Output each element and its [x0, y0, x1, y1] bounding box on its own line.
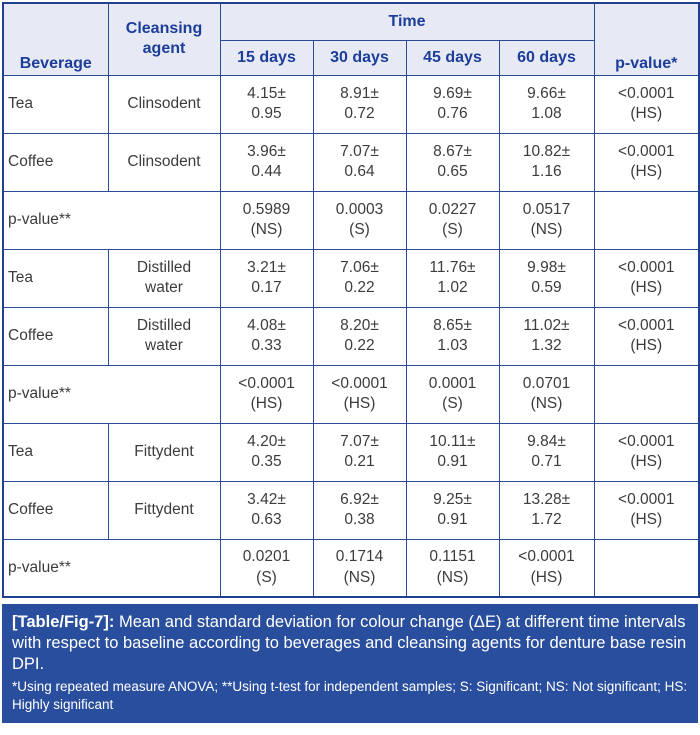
- mean-value: 8.20±: [340, 316, 379, 334]
- beverage-cell: Coffee: [3, 481, 108, 539]
- mean-value: 3.96±: [247, 142, 286, 160]
- p-value-row-label: p-value**: [3, 191, 220, 249]
- value-cell-15days: [220, 191, 313, 249]
- sd-value: 0.71: [531, 453, 562, 470]
- results-table: [2, 2, 700, 598]
- value-cell-15days: [220, 133, 313, 191]
- p-value: <0.0001: [518, 548, 575, 566]
- value-cell-45days: [406, 191, 499, 249]
- mean-value: 8.91±: [340, 84, 379, 102]
- agent-line: Distilled: [136, 316, 192, 334]
- p-value-row-label: p-value**: [3, 365, 220, 423]
- figure-caption: [2, 604, 698, 723]
- p-value-cell-empty: [594, 191, 699, 249]
- significance: (HS): [630, 337, 663, 354]
- sd-value: 0.44: [251, 163, 282, 180]
- value-cell-60days: [499, 75, 594, 133]
- mean-value: 13.28±: [522, 490, 571, 508]
- table-row-pvalue-fittydent: [3, 539, 699, 597]
- significance: (HS): [630, 105, 663, 122]
- agent-line: Fittydent: [134, 500, 194, 518]
- caption-label: [Table/Fig-7]:: [12, 613, 115, 631]
- p-value: 0.1714: [335, 548, 384, 566]
- agent-cell: [108, 249, 220, 307]
- agent-cell: [108, 75, 220, 133]
- table-row-coffee-clinsodent: [3, 133, 699, 191]
- value-cell-30days: [313, 539, 406, 597]
- mean-value: 7.07±: [340, 142, 379, 160]
- p-value: <0.0001: [618, 258, 675, 276]
- mean-value: 10.11±: [429, 432, 476, 450]
- sd-value: 1.08: [531, 105, 562, 122]
- value-cell-45days: [406, 75, 499, 133]
- header-45-days: 45 days: [406, 40, 499, 75]
- value-cell-15days: [220, 307, 313, 365]
- p-value: 0.0701: [522, 374, 571, 392]
- significance: (HS): [630, 279, 663, 296]
- mean-value: 4.08±: [247, 316, 286, 334]
- value-cell-60days: [499, 423, 594, 481]
- sd-value: 1.03: [437, 337, 468, 354]
- header-time: Time: [220, 3, 594, 40]
- table-row-pvalue-clinsodent: [3, 191, 699, 249]
- p-value-cell: [594, 423, 699, 481]
- p-value: <0.0001: [331, 374, 388, 392]
- mean-value: 11.76±: [429, 258, 476, 276]
- table-row-tea-clinsodent: [3, 75, 699, 133]
- sd-value: 0.72: [344, 105, 375, 122]
- table-header: [3, 3, 699, 75]
- significance: (S): [442, 395, 463, 412]
- table-row-coffee-distilled: [3, 307, 699, 365]
- agent-line: Distilled: [136, 258, 192, 276]
- mean-value: 3.42±: [247, 490, 286, 508]
- p-value-cell: [594, 481, 699, 539]
- value-cell-15days: [220, 481, 313, 539]
- value-cell-30days: [313, 191, 406, 249]
- significance: (NS): [530, 395, 563, 412]
- caption-title: [12, 612, 688, 675]
- p-value: 0.0001: [428, 374, 477, 392]
- value-cell-30days: [313, 481, 406, 539]
- value-cell-60days: [499, 365, 594, 423]
- table-row-tea-distilled: [3, 249, 699, 307]
- value-cell-30days: [313, 307, 406, 365]
- value-cell-30days: [313, 249, 406, 307]
- agent-line: water: [145, 337, 183, 354]
- header-cleansing-agent: Cleansing agent: [108, 3, 220, 75]
- value-cell-30days: [313, 365, 406, 423]
- sd-value: 0.21: [344, 453, 375, 470]
- p-value-cell: [594, 75, 699, 133]
- value-cell-60days: [499, 539, 594, 597]
- value-cell-15days: [220, 423, 313, 481]
- significance: (NS): [436, 568, 469, 586]
- significance: (HS): [630, 511, 663, 528]
- agent-line: Fittydent: [134, 442, 194, 460]
- value-cell-15days: [220, 75, 313, 133]
- mean-value: 9.66±: [527, 84, 566, 102]
- table-row-coffee-fittydent: [3, 481, 699, 539]
- value-cell-60days: [499, 133, 594, 191]
- p-value: <0.0001: [618, 84, 675, 102]
- p-value: 0.1151: [429, 548, 476, 566]
- p-value: 0.5989: [242, 200, 291, 218]
- sd-value: 0.22: [344, 337, 375, 354]
- mean-value: 4.15±: [247, 84, 286, 102]
- significance: (HS): [250, 395, 283, 412]
- value-cell-45days: [406, 249, 499, 307]
- beverage-cell: Tea: [3, 75, 108, 133]
- sd-value: 1.16: [531, 163, 562, 180]
- sd-value: 0.59: [531, 279, 562, 296]
- value-cell-60days: [499, 249, 594, 307]
- significance: (S): [349, 221, 370, 238]
- value-cell-60days: [499, 191, 594, 249]
- p-value-cell-empty: [594, 539, 699, 597]
- sd-value: 0.65: [437, 163, 468, 180]
- sd-value: 0.64: [344, 163, 375, 180]
- header-row-top: [3, 3, 699, 40]
- significance: (HS): [630, 453, 663, 470]
- agent-line: water: [145, 279, 183, 296]
- mean-value: 9.98±: [527, 258, 566, 276]
- mean-value: 7.06±: [340, 258, 379, 276]
- p-value-row-label: p-value**: [3, 539, 220, 597]
- agent-line: Clinsodent: [127, 152, 201, 170]
- table-row-tea-fittydent: [3, 423, 699, 481]
- table-body: [3, 75, 699, 597]
- p-value: <0.0001: [238, 374, 295, 392]
- sd-value: 0.76: [437, 105, 468, 122]
- mean-value: 8.65±: [433, 316, 472, 334]
- table-row-pvalue-distilled: [3, 365, 699, 423]
- value-cell-45days: [406, 133, 499, 191]
- mean-value: 7.07±: [340, 432, 379, 450]
- p-value: <0.0001: [618, 490, 675, 508]
- beverage-cell: Coffee: [3, 133, 108, 191]
- agent-cell: [108, 423, 220, 481]
- value-cell-45days: [406, 423, 499, 481]
- value-cell-15days: [220, 249, 313, 307]
- sd-value: 0.91: [437, 453, 468, 470]
- agent-line: Clinsodent: [127, 94, 201, 112]
- significance: (HS): [630, 163, 663, 180]
- agent-cell: [108, 481, 220, 539]
- header-60-days: 60 days: [499, 40, 594, 75]
- significance: (NS): [530, 221, 563, 238]
- value-cell-45days: [406, 481, 499, 539]
- value-cell-45days: [406, 307, 499, 365]
- sd-value: 0.17: [251, 279, 282, 296]
- value-cell-30days: [313, 75, 406, 133]
- p-value: <0.0001: [618, 432, 675, 450]
- sd-value: 0.63: [251, 511, 282, 528]
- value-cell-60days: [499, 481, 594, 539]
- sd-value: 1.72: [531, 511, 562, 528]
- header-15-days: 15 days: [220, 40, 313, 75]
- value-cell-60days: [499, 307, 594, 365]
- sd-value: 0.38: [344, 511, 375, 528]
- agent-cell: [108, 133, 220, 191]
- p-value: 0.0227: [428, 200, 477, 218]
- value-cell-45days: [406, 365, 499, 423]
- sd-value: 1.32: [531, 337, 562, 354]
- significance: (S): [256, 568, 277, 586]
- beverage-cell: Coffee: [3, 307, 108, 365]
- caption-text: Mean and standard deviation for colour change (ΔE) at different time intervals with respect to baseline according to beverages and cleansing agents for denture base resin DPI.: [12, 613, 687, 674]
- significance: (S): [442, 221, 463, 238]
- p-value-cell-empty: [594, 365, 699, 423]
- sd-value: 0.91: [437, 511, 468, 528]
- p-value-cell: [594, 133, 699, 191]
- value-cell-30days: [313, 423, 406, 481]
- mean-value: 8.67±: [433, 142, 472, 160]
- p-value: 0.0003: [335, 200, 384, 218]
- value-cell-30days: [313, 133, 406, 191]
- caption-footnote: *Using repeated measure ANOVA; **Using t-test for independent samples; S: Significant; NS: Not significant; HS: Highly significant: [12, 679, 688, 713]
- p-value: 0.0517: [522, 200, 571, 218]
- agent-cell: [108, 307, 220, 365]
- significance: (HS): [343, 395, 376, 412]
- p-value: <0.0001: [618, 316, 675, 334]
- sd-value: 0.35: [251, 453, 282, 470]
- p-value-cell: [594, 307, 699, 365]
- header-beverage: Beverage: [3, 3, 108, 75]
- sd-value: 0.33: [251, 337, 282, 354]
- mean-value: 11.02±: [523, 316, 570, 334]
- value-cell-15days: [220, 365, 313, 423]
- p-value: <0.0001: [618, 142, 675, 160]
- mean-value: 10.82±: [522, 142, 571, 160]
- mean-value: 9.84±: [527, 432, 566, 450]
- p-value-cell: [594, 249, 699, 307]
- p-value: 0.0201: [242, 548, 291, 566]
- beverage-cell: Tea: [3, 423, 108, 481]
- header-p-value: p-value*: [594, 3, 699, 75]
- mean-value: 4.20±: [247, 432, 286, 450]
- significance: (NS): [250, 221, 283, 238]
- value-cell-45days: [406, 539, 499, 597]
- header-30-days: 30 days: [313, 40, 406, 75]
- mean-value: 6.92±: [340, 490, 379, 508]
- sd-value: 1.02: [437, 279, 468, 296]
- sd-value: 0.95: [251, 105, 282, 122]
- value-cell-15days: [220, 539, 313, 597]
- sd-value: 0.22: [344, 279, 375, 296]
- beverage-cell: Tea: [3, 249, 108, 307]
- significance: (NS): [343, 568, 376, 586]
- mean-value: 9.25±: [433, 490, 472, 508]
- mean-value: 9.69±: [433, 84, 472, 102]
- significance: (HS): [530, 568, 563, 586]
- mean-value: 3.21±: [247, 258, 286, 276]
